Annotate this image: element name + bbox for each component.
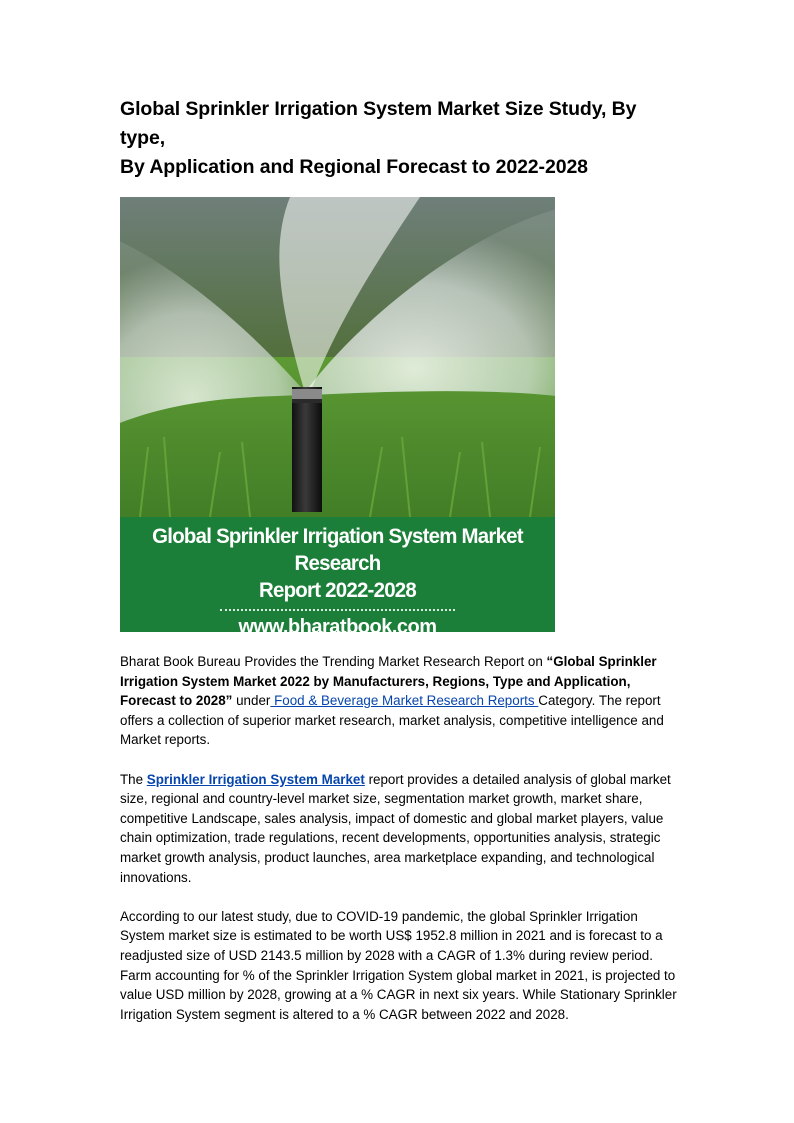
page-title <box>120 95 680 182</box>
banner-title <box>131 523 544 604</box>
banner-line-2: Report 2022-2028 <box>258 578 417 602</box>
hero-banner <box>120 517 555 632</box>
intro-under: under <box>232 693 271 709</box>
report-name: “Global Sprinkler Irrigation System Market 2022 by Manufacturers, Regions, Type and Application, Forecast to 2028” <box>120 654 657 709</box>
analysis-tail: report provides a detailed analysis of global market size, regional and country-level market size, segmentation market growth, market share, competitive Landscape, sales analysis, impact of domestic and global market players, value chain optimization, trade regulations, recent developments, opportunities analysis, strategic market growth analysis, product launches, area marketplace expanding, and technological innovations. <box>120 771 671 885</box>
document-page <box>120 95 680 1024</box>
title-line-1: Global Sprinkler Irrigation System Market Size Study, By type, <box>120 98 637 149</box>
banner-url: www.bharatbook.com <box>238 616 437 632</box>
analysis-paragraph <box>120 770 680 888</box>
intro-tail: Category. The report offers a collection of superior market research, market analysis, competitive intelligence and Market reports. <box>120 693 664 748</box>
intro-lead: Bharat Book Bureau Provides the Trending Market Research Report on <box>120 654 547 669</box>
intro-paragraph <box>120 652 680 750</box>
market-link-label: Sprinkler Irrigation System Market <box>146 771 365 787</box>
title-line-2: By Application and Regional Forecast to 2022-2028 <box>120 156 588 178</box>
analysis-lead: The <box>120 771 147 787</box>
hero-image <box>120 197 555 632</box>
banner-divider <box>220 609 455 611</box>
category-link[interactable]: Food & Beverage Market Research Reports <box>270 693 539 709</box>
study-paragraph: According to our latest study, due to COVID-19 pandemic, the global Sprinkler Irrigation System market size is estimated to be worth US$ 1952.8 million in 2021 and is forecast to a readjusted size of USD 2143.5 million by 2028 with a CAGR of 1.3% during review period. Farm accounting for % of the Sprinkler Irrigation System global market in 2021, is projected to value USD million by 2028, growing at a % CAGR in next six years. While Stationary Sprinkler Irrigation System segment is altered to a % CAGR between 2022 and 2028. <box>120 908 677 1022</box>
market-link[interactable] <box>147 772 365 787</box>
banner-line-1: Global Sprinkler Irrigation System Market Research <box>152 524 523 575</box>
